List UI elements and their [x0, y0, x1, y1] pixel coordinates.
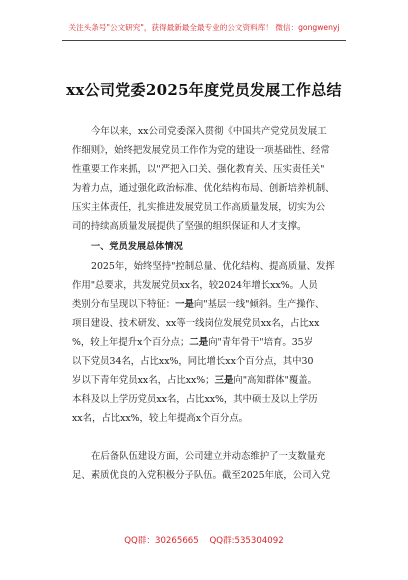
text-line: 项目建设、技术研发、xx等一线岗位发展党员xx名，占比xx [72, 318, 320, 329]
text-span: 向"基层一线"倾斜。生产操作、 [193, 299, 325, 310]
header-divider [62, 40, 346, 41]
text-span: 类别分布呈现以下特征： [72, 299, 176, 310]
section-heading [72, 237, 335, 256]
text-line: 在后备队伍建设方面，公司建立并动态维护了一支数量充 [91, 451, 326, 462]
text-line: 司的持续高质量发展提供了坚强的组织保证和人才支撑。 [72, 221, 307, 232]
section-heading-text: 一、党员发展总体情况 [91, 241, 183, 252]
text-line: 以下党员34名，占比xx%，同比增长xx个百分点，其中30 [72, 356, 314, 367]
text-line [72, 371, 335, 390]
text-line: 今年以来，xx公司党委深入贯彻《中国共产党党员发展工 [91, 126, 327, 137]
text-span: %，较上年提升x个百分点； [72, 337, 190, 348]
text-span: 岁以下青年党员xx名，占比xx%； [72, 375, 215, 386]
bold-marker: 三是 [214, 375, 234, 386]
text-span: 向"青年骨干"培育。35岁 [208, 337, 314, 348]
footer-qq-2: QQ群:535304092 [209, 536, 284, 546]
text-line: 性重要工作来抓，以"严把入口关、强化教育关、压实责任关" [72, 164, 325, 175]
bold-marker: 二是 [189, 337, 209, 348]
footer [0, 534, 408, 546]
section1-paragraph [72, 257, 335, 428]
text-line: 压实主体责任，扎实推进发展党员工作高质量发展，切实为公 [72, 202, 326, 213]
text-span: 向"高知群体"覆盖。 [233, 375, 317, 386]
reserve-paragraph [72, 447, 335, 485]
text-line [72, 333, 335, 352]
text-line: 作细则》，始终把发展党员工作作为党的建设一项基础性、经常 [72, 145, 330, 156]
text-line: 作用"总要求，共发展党员xx名，较2024年增长xx%。人员 [72, 280, 318, 291]
text-line: xx名，占比xx%，较上年提高x个百分点。 [72, 413, 248, 424]
bold-marker: 一是 [175, 299, 194, 310]
text-line: 为着力点，通过强化政治标准、优化结构布局、创新培养机制、 [72, 183, 335, 194]
footer-qq-1: QQ群：30265665 [124, 536, 199, 546]
text-line: 2025年，始终坚持"控制总量、优化结构、提高质量、发挥 [91, 261, 335, 272]
document-title: xx公司党委2025年度党员发展工作总结 [66, 81, 342, 99]
text-line: 足、素质优良的入党积极分子队伍。截至2025年底，公司入党 [72, 470, 331, 481]
text-line [72, 295, 335, 314]
text-line: 本科及以上学历党员xx名，占比xx%，其中硕士及以上学历 [72, 394, 318, 405]
header-banner: 关注头条号"公文研究"，获得最新最全最专业的公文资料库！ 微信：gongwenyj [68, 23, 340, 32]
intro-paragraph [72, 122, 335, 236]
